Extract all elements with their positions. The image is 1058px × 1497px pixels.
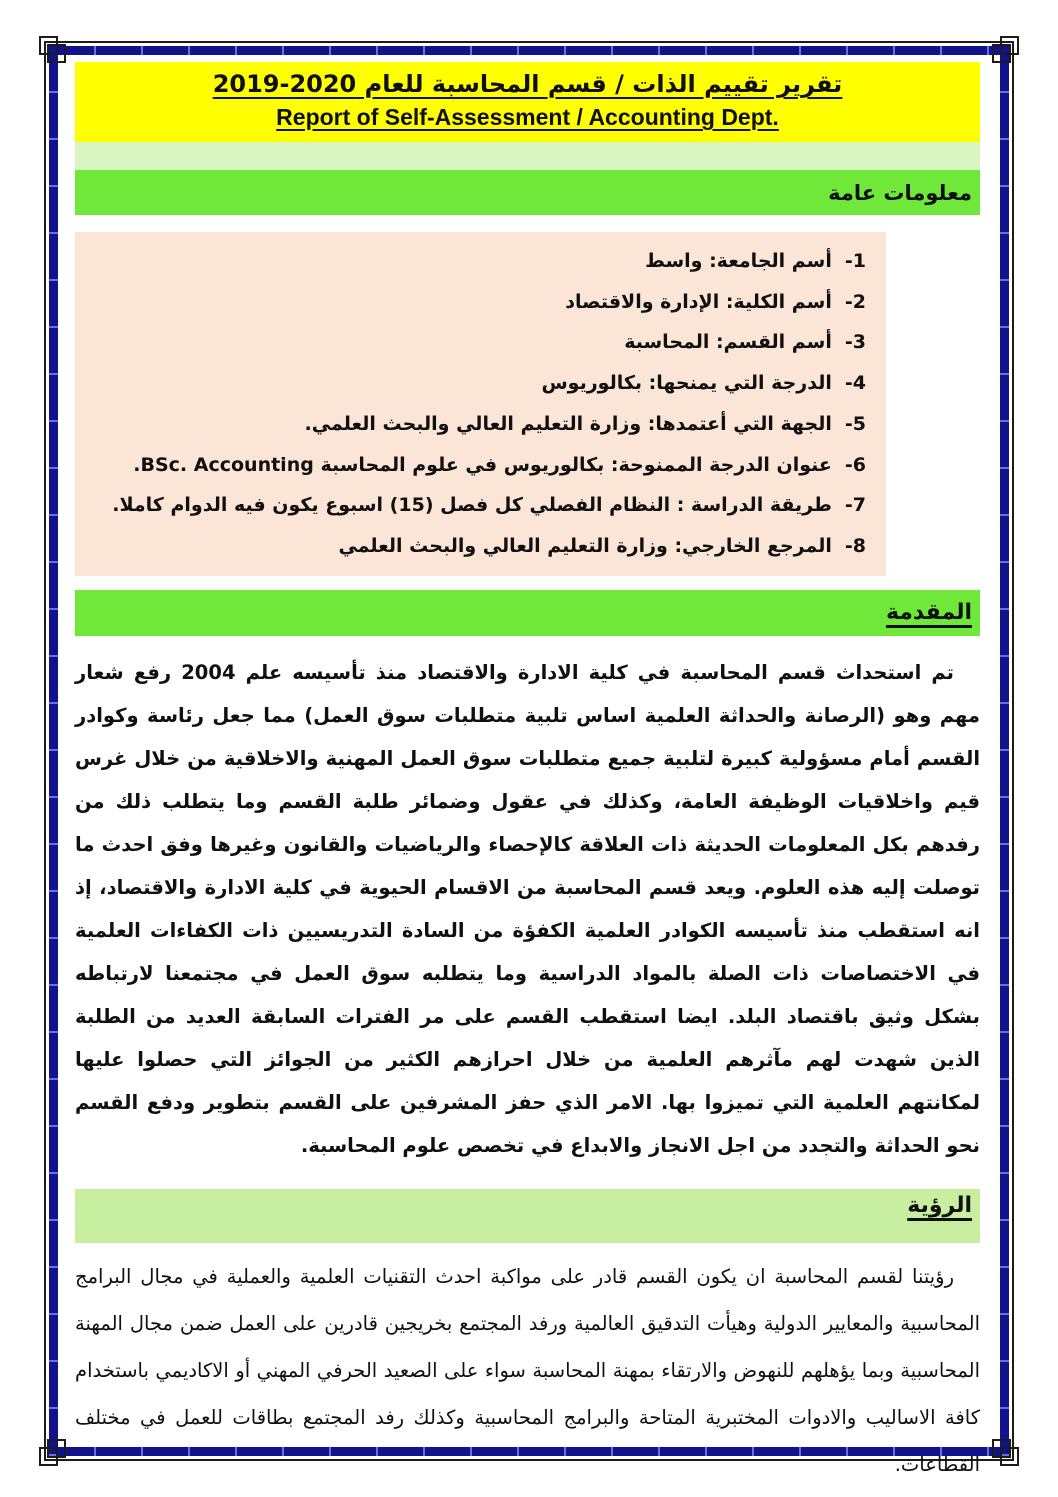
introduction-heading-label: المقدمة <box>885 600 972 626</box>
list-item-number: 1- <box>844 250 866 272</box>
list-item-text: أسم القسم: المحاسبة <box>624 331 832 354</box>
section-heading-introduction <box>75 590 980 636</box>
document-content <box>75 62 980 1488</box>
list-item <box>85 241 866 282</box>
page-border-left <box>49 46 58 1456</box>
list-item-number: 7- <box>844 494 866 517</box>
spacer <box>75 215 980 232</box>
report-title-english: Report of Self-Assessment / Accounting Dept. <box>276 104 779 130</box>
list-item-number: 3- <box>844 331 866 354</box>
list-item-text: أسم الجامعة: واسط <box>645 250 832 272</box>
list-item-text: طريقة الدراسة : النظام الفصلي كل فصل (15) اسبوع يكون فيه الدوام كاملا. <box>112 494 832 517</box>
pale-green-spacer-band <box>75 142 980 170</box>
list-item <box>85 485 866 526</box>
list-item <box>85 445 866 486</box>
list-item-text: الجهة التي أعتمدها: وزارة التعليم العالي والبحث العلمي. <box>304 412 832 435</box>
page-border-top <box>49 46 1009 55</box>
list-item-number: 2- <box>844 290 866 313</box>
section-heading-vision <box>75 1189 980 1243</box>
list-item <box>85 322 866 363</box>
general-info-list <box>75 232 886 576</box>
section-heading-general-info <box>75 170 980 215</box>
report-title-banner <box>75 62 980 142</box>
list-item <box>85 526 866 567</box>
general-info-heading-label: معلومات عامة <box>828 180 972 205</box>
list-item-number: 5- <box>844 412 866 435</box>
spacer <box>75 576 980 590</box>
list-item-text: الدرجة التي يمنحها: بكالوريوس <box>541 372 832 395</box>
vision-heading-label: الرؤية <box>907 1192 972 1218</box>
border-corner-ornament <box>992 1439 1011 1458</box>
list-item-number: 4- <box>844 372 866 395</box>
list-item <box>85 363 866 404</box>
list-item <box>85 282 866 323</box>
list-item-number: 8- <box>844 534 866 557</box>
list-item <box>85 404 866 445</box>
border-corner-ornament <box>47 44 66 63</box>
list-item-number: 6- <box>844 453 866 476</box>
border-corner-ornament <box>47 1439 66 1458</box>
list-item-text: أسم الكلية: الإدارة والاقتصاد <box>565 290 832 313</box>
border-corner-ornament <box>992 44 1011 63</box>
introduction-paragraph: تم استحداث قسم المحاسبة في كلية الادارة والاقتصاد منذ تأسيسه علم 2004 رفع شعار مهم وهو (الرصانة والحداثة العلمية اساس تلبية متطلبات سوق العمل) مما جعل رئاسة وكوادر القسم أمام مسؤولية كبيرة لتلبية جميع متطلبات سوق العمل المهنية والاخلاقية من خلال غرس قيم واخلاقيات الوظيفة العامة، وكذلك في عقول وضمائر طلبة القسم وما يتطلب ذلك من رفدهم بكل المعلومات الحديثة ذات العلاقة كالإحصاء والرياضيات والقانون وغيرها وفق احدث ما توصلت إليه هذه العلوم. ويعد قسم المحاسبة من الاقسام الحيوية في كلية الادارة والاقتصاد، إذ انه استقطب منذ تأسيسه الكوادر العلمية الكفؤة من السادة التدريسيين ذات الكفاءات العلمية في الاختصاصات ذات الصلة بالمواد الدراسية وما يتطلبه سوق العمل في مجتمعنا لارتباطه بشكل وثيق باقتصاد البلد. ايضا استقطب القسم على مر الفترات السابقة العديد من الطلبة الذين شهدت لهم مآثرهم العلمية من خلال احرازهم الكثير من الجوائز التي حصلوا عليها لمكانتهم العلمية التي تميزوا بها. الامر الذي حفز المشرفين على القسم بتطوير ودفع القسم نحو الحداثة والتجدد من اجل الانجاز والابداع في تخصص علوم المحاسبة. <box>75 660 980 1157</box>
report-title-arabic: تقرير تقييم الذات / قسم المحاسبة للعام 2020-2019 <box>212 70 843 98</box>
list-item-text: المرجع الخارجي: وزارة التعليم العالي والبحث العلمي <box>338 534 832 557</box>
vision-paragraph: رؤيتنا لقسم المحاسبة ان يكون القسم قادر على مواكبة احدث التقنيات العلمية والعملية في مجال البرامج المحاسبية والمعايير الدولية وهيأت التدقيق العالمية ورفد المجتمع بخريجين قادرين على العمل ضمن مجال المهنة المحاسبية وبما يؤهلهم للنهوض والارتقاء بمهنة المحاسبة سواء على الصعيد الحرفي المهني أو الاكاديمي باستخدام كافة الاساليب والادوات المختبرية المتاحة والبرامج المحاسبية وكذلك رفد المجتمع بطاقات للعمل في مختلف القطاعات. <box>75 1264 980 1476</box>
list-item-text: عنوان الدرجة الممنوحة: بكالوريوس في علوم المحاسبة BSc. Accounting. <box>133 453 832 476</box>
page-border-right <box>1000 46 1009 1456</box>
